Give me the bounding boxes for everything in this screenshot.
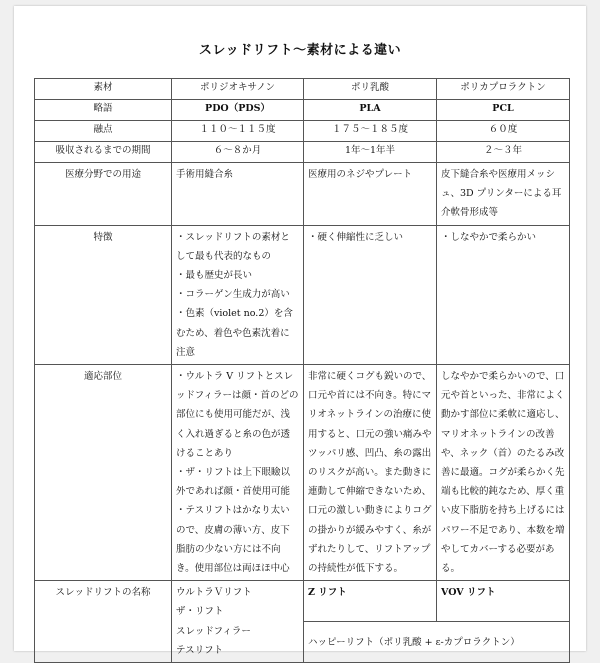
indications-pdo-item: ・ウルトラ V リフトとスレッドフィラーは顔・首のどの部位にも使用可能だが、浅く入れ過ぎると糸の色が透けることあり: [176, 371, 299, 459]
table-row-header: [35, 79, 570, 100]
abbr-pla: PLA: [304, 100, 437, 121]
medical-use-pdo: 手術用縫合糸: [172, 163, 304, 226]
names-pdo-item: テスリフト: [176, 644, 224, 656]
abbr-pdo: PDO（PDS）: [172, 100, 304, 121]
table-row-abbr: [35, 100, 570, 121]
indications-pdo: [172, 365, 304, 581]
table-row-features: [35, 225, 570, 364]
absorption-pla: 1年〜1年半: [304, 142, 437, 163]
medical-use-label: 医療分野での用途: [35, 163, 172, 226]
features-pdo-item: ・スレッドリフトの素材として最も代表的なもの: [176, 231, 290, 262]
table-row-absorption: [35, 142, 570, 163]
names-pdo: [172, 581, 304, 663]
features-pdo: [172, 225, 304, 364]
absorption-label: 吸収されるまでの期間: [35, 142, 172, 163]
header-pla: ポリ乳酸: [304, 79, 437, 100]
names-pdo-item: ザ・リフト: [176, 606, 224, 618]
table-row-medical-use: [35, 163, 570, 226]
names-pdo-item: スレッドフィラー: [176, 625, 251, 637]
header-material: 素材: [35, 79, 172, 100]
melting-pdo: １１０〜１１５度: [172, 121, 304, 142]
document-page: [14, 6, 586, 656]
features-pdo-item: ・色素（violet no.2）を含むため、着色や色素沈着に注意: [176, 308, 293, 358]
abbr-pcl: PCL: [437, 100, 570, 121]
names-label: スレッドリフトの名称: [35, 581, 172, 663]
table-row-indications: [35, 365, 570, 581]
names-pcl: VOV リフト: [437, 581, 570, 622]
absorption-pdo: ６〜８か月: [172, 142, 304, 163]
features-pcl: ・しなやかで柔らかい: [437, 225, 570, 364]
indications-pcl: しなやかで柔らかいので、口元や首といった、非常によく動かす部位に柔軟に適応し、マリオネットラインの改善や、ネック（首）のたるみ改善に最適。コグが柔らかく先端も比較的鈍なため、厚く重い皮下脂肪を持ち上げるにはパワー不足であり、本数を増やしてカバーする必要がある。: [437, 365, 570, 581]
medical-use-pla: 医療用のネジやプレート: [304, 163, 437, 226]
names-combined: ハッピーリフト（ポリ乳酸 + ε-カプロラクトン）: [304, 622, 570, 663]
header-pcl: ポリカプロラクトン: [437, 79, 570, 100]
absorption-pcl: ２〜３年: [437, 142, 570, 163]
names-pla: Z リフト: [304, 581, 437, 622]
table-row-melting: [35, 121, 570, 142]
indications-pdo-item: ・ザ・リフトは上下眼瞼以外であれば顔・首使用可能: [176, 467, 291, 498]
melting-pcl: ６０度: [437, 121, 570, 142]
page-title: スレッドリフト〜素材による違い: [198, 43, 402, 58]
medical-use-pcl: 皮下縫合糸や医療用メッシュ、3D プリンターによる耳介軟骨形成等: [437, 163, 570, 226]
names-pdo-item: ウルトラＶリフト: [176, 587, 252, 599]
indications-label: 適応部位: [35, 365, 172, 581]
comparison-table: [34, 78, 570, 663]
features-pdo-item: ・最も歴史が長い: [176, 270, 253, 282]
indications-pla: 非常に硬くコグも鋭いので、口元や首には不向き。特にマリオネットラインの治療に使用すると、口元の強い痛みやツッパリ感、凹凸、糸の露出のリスクが高い。また動きに連動して伸縮できないため、口元の激しい動きによりコグの掛かりが緩みやすく、糸がずれたりして、リフトアップの持続性が低下する。: [304, 365, 437, 581]
features-label: 特徴: [35, 225, 172, 364]
abbr-label: 略語: [35, 100, 172, 121]
features-pdo-item: ・コラーゲン生成力が高い: [176, 289, 290, 301]
melting-label: 融点: [35, 121, 172, 142]
melting-pla: １７５〜１８５度: [304, 121, 437, 142]
header-pdo: ポリジオキサノン: [172, 79, 304, 100]
features-pla: ・硬く伸縮性に乏しい: [304, 225, 437, 364]
table-row-names: [35, 581, 570, 622]
indications-pdo-item: ・テスリフトはかなり太いので、皮膚の薄い方、皮下脂肪の少ない方には不向き。使用部位は両ほほ中心: [176, 505, 290, 575]
